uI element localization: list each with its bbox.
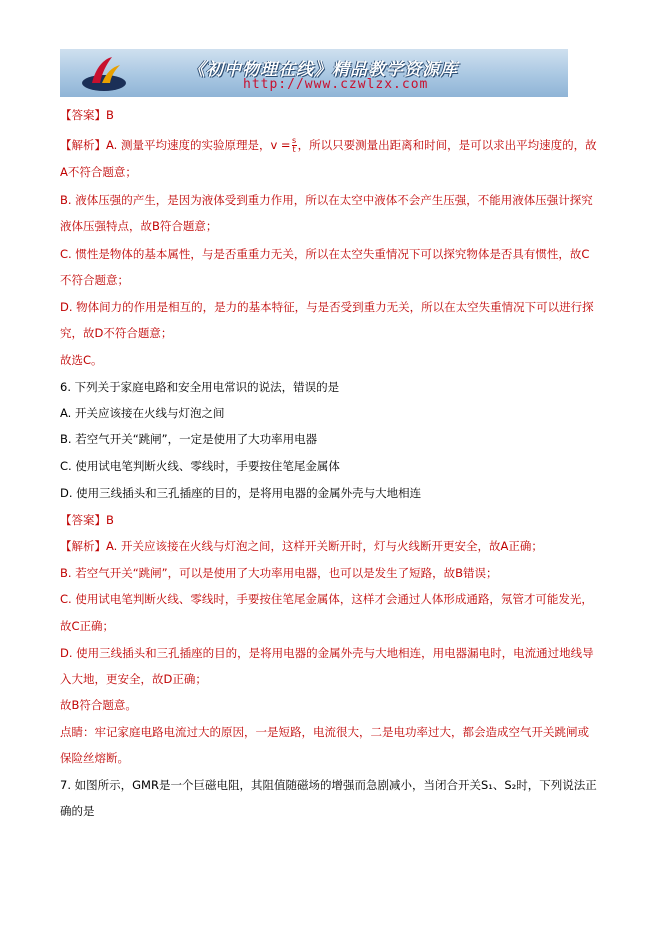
q6-tip-line2: 保险丝熔断。 [60,751,129,765]
q6-analysis-d-line1: D. 使用三线插头和三孔插座的目的，是将用电器的金属外壳与大地相连，用电器漏电时，电流通过地线导 [60,646,594,660]
q6-analysis-c-line1: C. 使用试电笔判断火线、零线时，手要按住笔尾金属体，这样才会通过人体形成通路，氖管才可能发光， [60,592,593,606]
q5-b-line2: 液体压强特点，故B符合题意； [60,219,218,233]
q5-a-cont: A不符合题意； [60,165,137,179]
q6-analysis-b: B. 若空气开关“跳闸”，可以是使用了大功率用电器，也可以是发生了短路，故B错误； [60,566,498,580]
q7-stem-line2: 确的是 [60,804,95,818]
q6-conclusion: 故B符合题意。 [60,698,137,712]
q6-stem: 6. 下列关于家庭电路和安全用电常识的说法，错误的是 [60,380,340,394]
q6-analysis-c-line2: 故C正确； [60,619,115,633]
logo-icon [78,53,130,93]
q5-analysis-prefix: 【解析】A. 测量平均速度的实验原理是，v = [60,138,291,152]
q6-answer: 【答案】B [60,513,114,527]
q6-option-d: D. 使用三线插头和三孔插座的目的，是将用电器的金属外壳与大地相连 [60,486,422,500]
banner-title: 《初中物理在线》精品教学资源库 [188,60,458,80]
q6-option-a: A. 开关应该接在火线与灯泡之间 [60,406,225,420]
q5-d-line1: D. 物体间力的作用是相互的，是力的基本特征，与是否受到重力无关，所以在太空失重情况下可以进行探 [60,300,594,314]
velocity-formula [292,137,297,154]
q5-answer: 【答案】B [60,108,114,122]
q5-d-line2: 究，故D不符合题意； [60,326,173,340]
q6-option-b: B. 若空气开关“跳闸”，一定是使用了大功率用电器 [60,432,318,446]
q5-analysis-a [60,137,597,154]
q5-analysis-a-rest: ，所以只要测量出距离和时间，是可以求出平均速度的，故 [297,138,597,152]
q7-stem-line1: 7. 如图所示，GMR是一个巨磁电阻，其阻值随磁场的增强而急剧减小，当闭合开关S₁、S₂时，下列说法正 [60,778,597,792]
q5-c-line2: 不符合题意； [60,273,129,287]
formula-denominator: t [292,145,296,154]
q5-conclusion: 故选C。 [60,353,103,367]
banner-url: http://www.czwlzx.com [243,77,429,92]
q6-option-c: C. 使用试电笔判断火线、零线时，手要按住笔尾金属体 [60,459,340,473]
q6-analysis-d-line2: 入大地，更安全，故D正确； [60,672,207,686]
q6-tip-line1: 点睛：牢记家庭电路电流过大的原因，一是短路，电流很大，二是电功率过大，都会造成空气开关跳闸或 [60,725,589,739]
q6-analysis-a: 【解析】A. 开关应该接在火线与灯泡之间，这样开关断开时，灯与火线断开更安全，故A正确； [60,539,543,553]
header-banner [60,49,568,97]
q5-c-line1: C. 惯性是物体的基本属性，与是否重重力无关，所以在太空失重情况下可以探究物体是否具有惯性，故C [60,247,590,261]
formula-numerator: s [291,136,297,145]
q5-b-line1: B. 液体压强的产生，是因为液体受到重力作用，所以在太空中液体不会产生压强，不能用液体压强计探究 [60,193,593,207]
